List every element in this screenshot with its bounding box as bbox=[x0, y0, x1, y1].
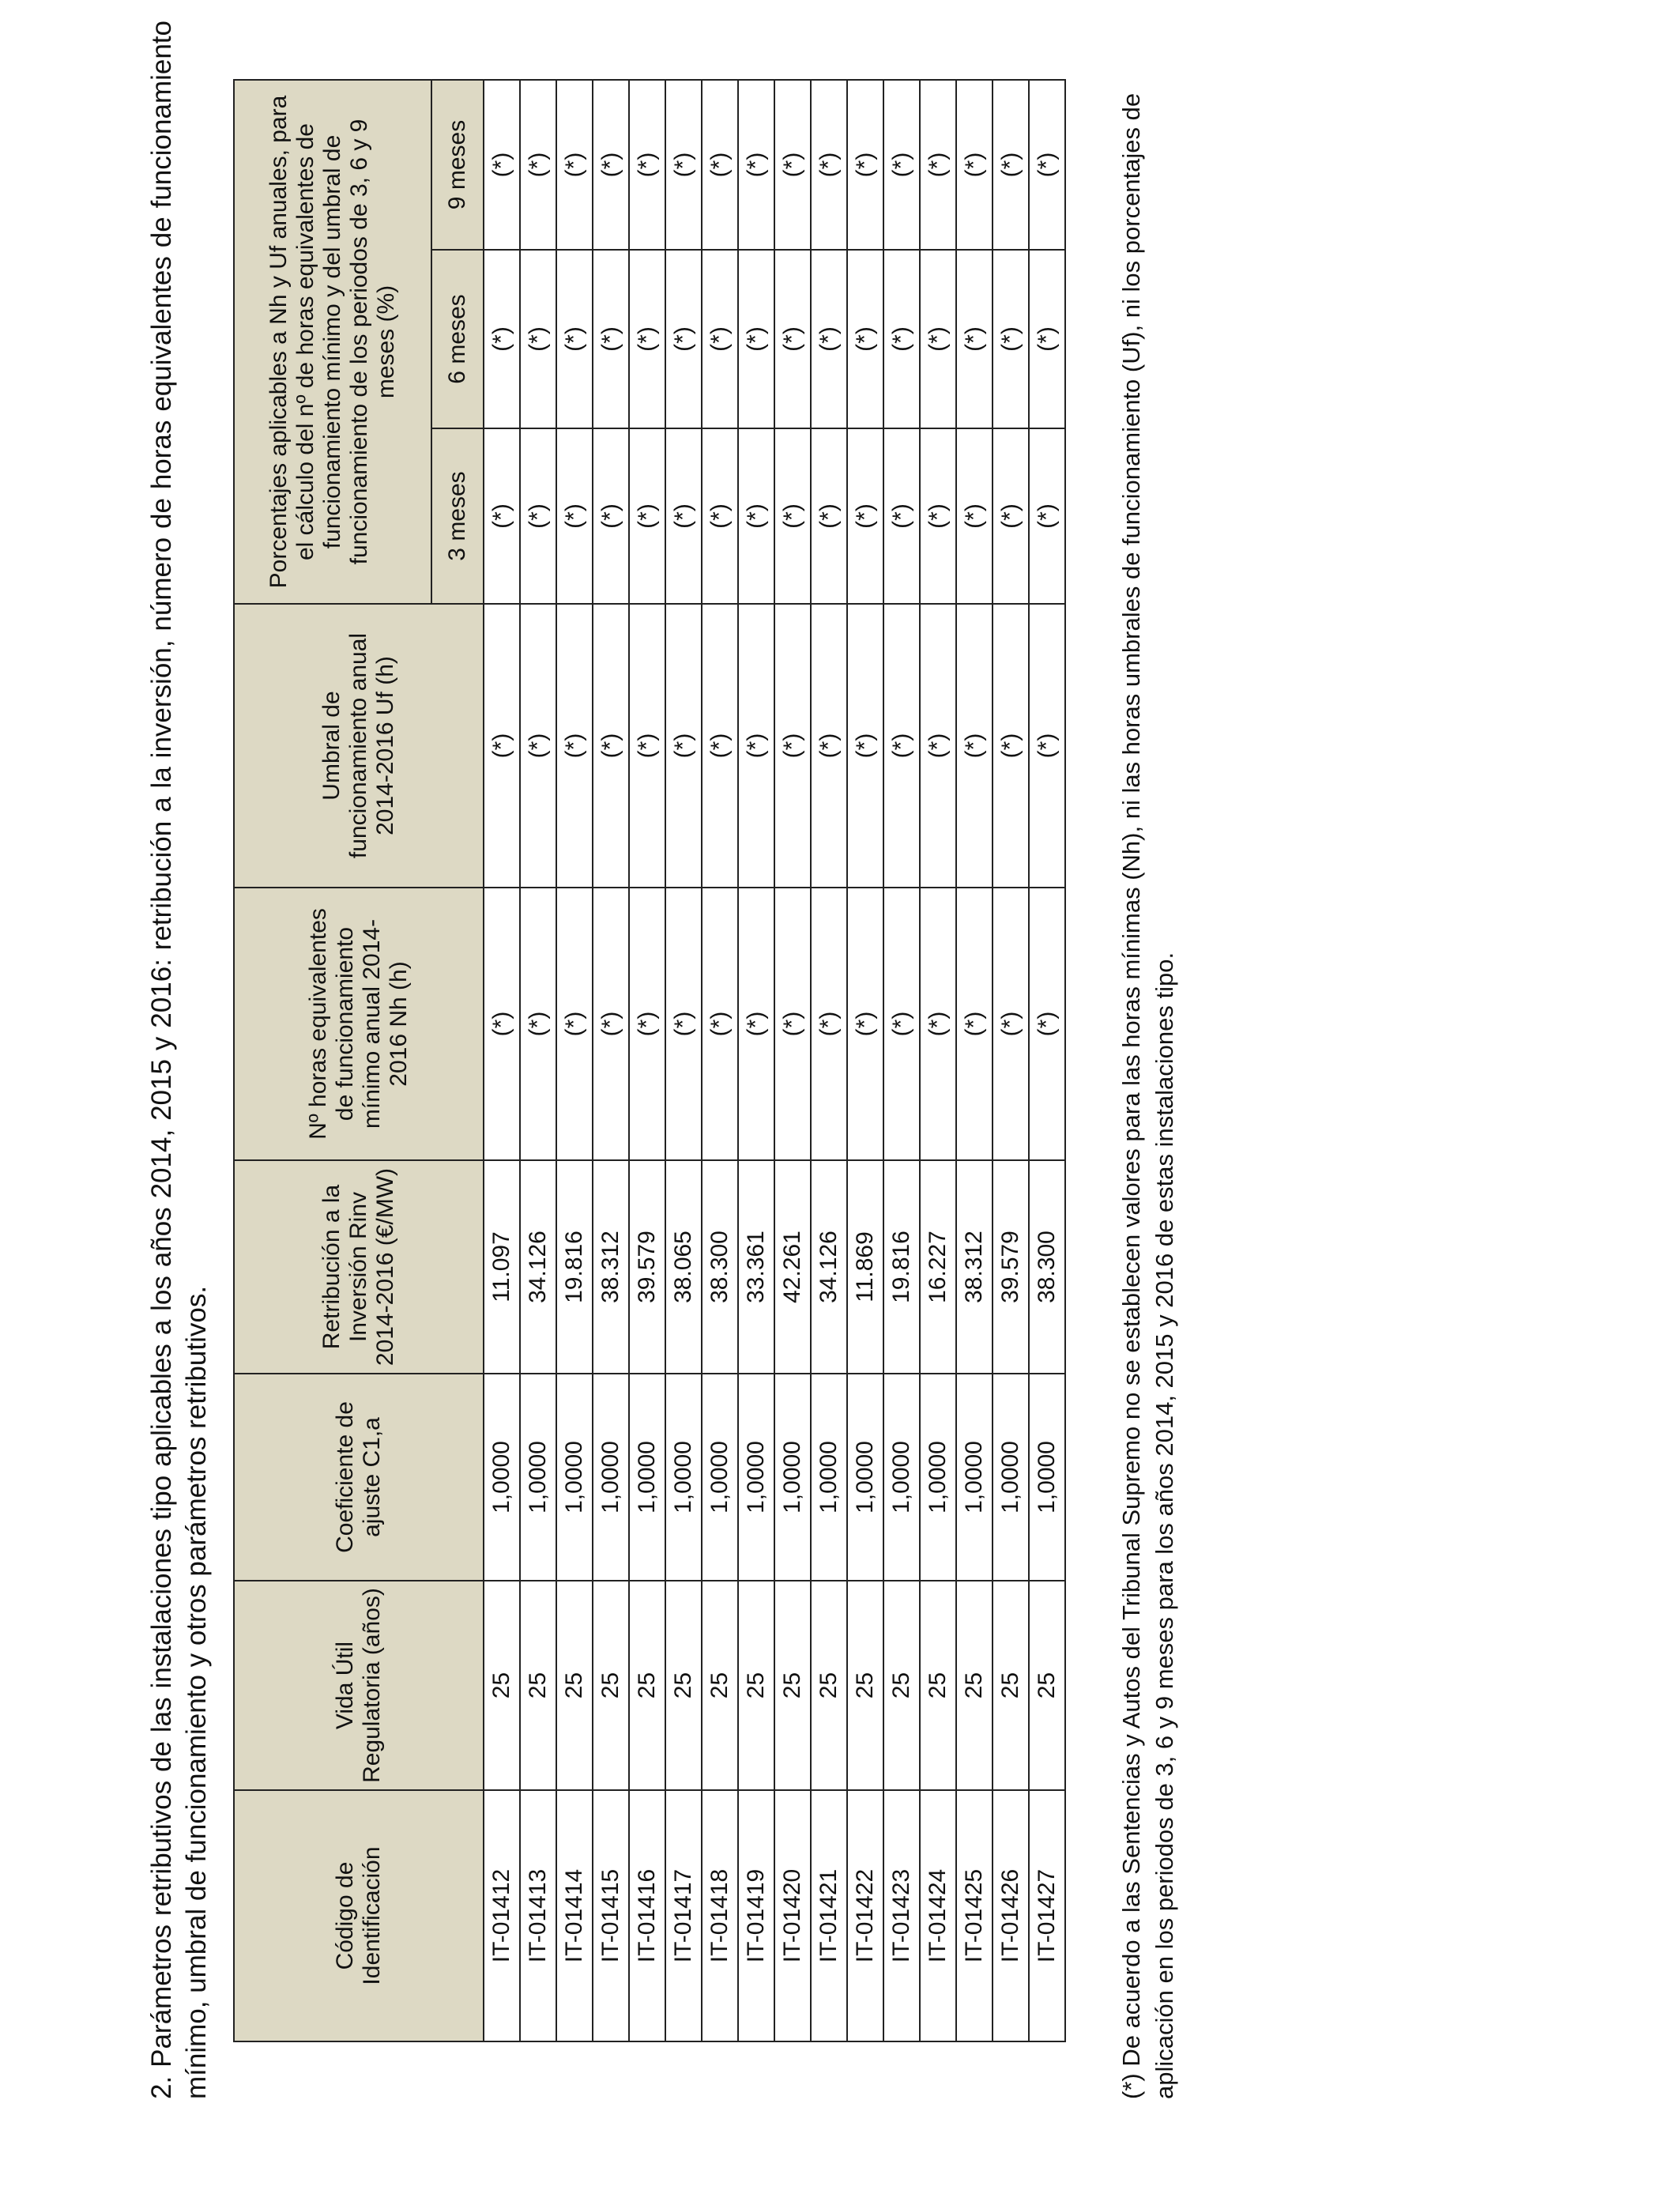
retribucion-cell: 34.126 bbox=[520, 1160, 556, 1374]
table-row bbox=[702, 80, 738, 2041]
retribucion-cell: 38.312 bbox=[956, 1160, 993, 1374]
pct-3-meses-cell: (*) bbox=[774, 428, 811, 604]
pct-9-meses-cell: (*) bbox=[811, 80, 847, 250]
pct-9-meses-cell: (*) bbox=[702, 80, 738, 250]
coeficiente-cell: 1,0000 bbox=[956, 1374, 993, 1581]
retribucion-cell: 11.869 bbox=[847, 1160, 883, 1374]
pct-3-meses-cell: (*) bbox=[593, 428, 629, 604]
coeficiente-cell: 1,0000 bbox=[774, 1374, 811, 1581]
header-retribucion: Retribución a la Inversión Rinv 2014-2016 (€/MW) bbox=[234, 1160, 484, 1374]
table-row bbox=[956, 80, 993, 2041]
table-row bbox=[520, 80, 556, 2041]
nh-cell: (*) bbox=[556, 888, 593, 1160]
header-coeficiente: Coeficiente de ajuste C1,a bbox=[234, 1374, 484, 1581]
retribucion-cell: 11.097 bbox=[484, 1160, 520, 1374]
nh-cell: (*) bbox=[629, 888, 665, 1160]
retribucion-cell: 38.300 bbox=[1029, 1160, 1065, 1374]
table-row bbox=[556, 80, 593, 2041]
header-vida-util: Vida Útil Regulatoria (años) bbox=[234, 1581, 484, 1790]
coeficiente-cell: 1,0000 bbox=[811, 1374, 847, 1581]
table-row bbox=[665, 80, 702, 2041]
pct-6-meses-cell: (*) bbox=[956, 250, 993, 428]
nh-cell: (*) bbox=[774, 888, 811, 1160]
uf-cell: (*) bbox=[520, 604, 556, 888]
pct-9-meses-cell: (*) bbox=[847, 80, 883, 250]
nh-cell: (*) bbox=[520, 888, 556, 1160]
codigo-cell: IT-01420 bbox=[774, 1790, 811, 2041]
coeficiente-cell: 1,0000 bbox=[702, 1374, 738, 1581]
coeficiente-cell: 1,0000 bbox=[665, 1374, 702, 1581]
nh-cell: (*) bbox=[811, 888, 847, 1160]
vida-cell: 25 bbox=[920, 1581, 956, 1790]
header-9-meses: 9 meses bbox=[431, 80, 484, 250]
pct-3-meses-cell: (*) bbox=[1029, 428, 1065, 604]
table-row bbox=[593, 80, 629, 2041]
pct-6-meses-cell: (*) bbox=[593, 250, 629, 428]
uf-cell: (*) bbox=[556, 604, 593, 888]
vida-cell: 25 bbox=[883, 1581, 920, 1790]
vida-cell: 25 bbox=[593, 1581, 629, 1790]
pct-3-meses-cell: (*) bbox=[702, 428, 738, 604]
coeficiente-cell: 1,0000 bbox=[629, 1374, 665, 1581]
pct-9-meses-cell: (*) bbox=[774, 80, 811, 250]
nh-cell: (*) bbox=[883, 888, 920, 1160]
retribucion-cell: 16.227 bbox=[920, 1160, 956, 1374]
header-codigo: Código de Identificación bbox=[234, 1790, 484, 2041]
uf-cell: (*) bbox=[484, 604, 520, 888]
nh-cell: (*) bbox=[993, 888, 1029, 1160]
nh-cell: (*) bbox=[847, 888, 883, 1160]
nh-cell: (*) bbox=[956, 888, 993, 1160]
table-row bbox=[774, 80, 811, 2041]
codigo-cell: IT-01414 bbox=[556, 1790, 593, 2041]
pct-3-meses-cell: (*) bbox=[556, 428, 593, 604]
pct-3-meses-cell: (*) bbox=[811, 428, 847, 604]
vida-cell: 25 bbox=[956, 1581, 993, 1790]
pct-3-meses-cell: (*) bbox=[484, 428, 520, 604]
vida-cell: 25 bbox=[484, 1581, 520, 1790]
retribucion-cell: 38.300 bbox=[702, 1160, 738, 1374]
coeficiente-cell: 1,0000 bbox=[593, 1374, 629, 1581]
pct-6-meses-cell: (*) bbox=[1029, 250, 1065, 428]
nh-cell: (*) bbox=[665, 888, 702, 1160]
pct-3-meses-cell: (*) bbox=[847, 428, 883, 604]
header-horas-nh: Nº horas equivalentes de funcionamiento mínimo anual 2014-2016 Nh (h) bbox=[234, 888, 484, 1160]
pct-9-meses-cell: (*) bbox=[738, 80, 774, 250]
pct-3-meses-cell: (*) bbox=[920, 428, 956, 604]
uf-cell: (*) bbox=[847, 604, 883, 888]
table-header bbox=[234, 80, 484, 2041]
codigo-cell: IT-01415 bbox=[593, 1790, 629, 2041]
retribucion-cell: 42.261 bbox=[774, 1160, 811, 1374]
pct-9-meses-cell: (*) bbox=[1029, 80, 1065, 250]
uf-cell: (*) bbox=[993, 604, 1029, 888]
vida-cell: 25 bbox=[665, 1581, 702, 1790]
coeficiente-cell: 1,0000 bbox=[484, 1374, 520, 1581]
coeficiente-cell: 1,0000 bbox=[1029, 1374, 1065, 1581]
uf-cell: (*) bbox=[811, 604, 847, 888]
retribucion-cell: 33.361 bbox=[738, 1160, 774, 1374]
uf-cell: (*) bbox=[1029, 604, 1065, 888]
vida-cell: 25 bbox=[811, 1581, 847, 1790]
pct-9-meses-cell: (*) bbox=[665, 80, 702, 250]
pct-3-meses-cell: (*) bbox=[629, 428, 665, 604]
retribucion-cell: 39.579 bbox=[993, 1160, 1029, 1374]
pct-9-meses-cell: (*) bbox=[484, 80, 520, 250]
uf-cell: (*) bbox=[883, 604, 920, 888]
pct-6-meses-cell: (*) bbox=[993, 250, 1029, 428]
pct-6-meses-cell: (*) bbox=[920, 250, 956, 428]
pct-6-meses-cell: (*) bbox=[811, 250, 847, 428]
pct-6-meses-cell: (*) bbox=[702, 250, 738, 428]
codigo-cell: IT-01422 bbox=[847, 1790, 883, 2041]
pct-9-meses-cell: (*) bbox=[520, 80, 556, 250]
coeficiente-cell: 1,0000 bbox=[520, 1374, 556, 1581]
retribucion-cell: 39.579 bbox=[629, 1160, 665, 1374]
vida-cell: 25 bbox=[629, 1581, 665, 1790]
pct-3-meses-cell: (*) bbox=[883, 428, 920, 604]
pct-3-meses-cell: (*) bbox=[520, 428, 556, 604]
header-porcentajes: Porcentajes aplicables a Nh y Uf anuales, para el cálculo del nº de horas equivalentes de funcionamiento mínimo y del umbral de funcionamiento de los periodos de 3, 6 y 9 meses (%) bbox=[234, 80, 431, 604]
nh-cell: (*) bbox=[484, 888, 520, 1160]
header-umbral-uf: Umbral de funcionamiento anual 2014-2016 Uf (h) bbox=[234, 604, 484, 888]
codigo-cell: IT-01413 bbox=[520, 1790, 556, 2041]
table-row bbox=[1029, 80, 1065, 2041]
table-body bbox=[484, 80, 1065, 2041]
retribucion-cell: 38.312 bbox=[593, 1160, 629, 1374]
vida-cell: 25 bbox=[847, 1581, 883, 1790]
table-row bbox=[811, 80, 847, 2041]
codigo-cell: IT-01424 bbox=[920, 1790, 956, 2041]
pct-6-meses-cell: (*) bbox=[665, 250, 702, 428]
codigo-cell: IT-01419 bbox=[738, 1790, 774, 2041]
table-row bbox=[484, 80, 520, 2041]
pct-6-meses-cell: (*) bbox=[556, 250, 593, 428]
uf-cell: (*) bbox=[702, 604, 738, 888]
coeficiente-cell: 1,0000 bbox=[993, 1374, 1029, 1581]
table-row bbox=[847, 80, 883, 2041]
uf-cell: (*) bbox=[593, 604, 629, 888]
pct-3-meses-cell: (*) bbox=[665, 428, 702, 604]
codigo-cell: IT-01417 bbox=[665, 1790, 702, 2041]
pct-9-meses-cell: (*) bbox=[629, 80, 665, 250]
codigo-cell: IT-01412 bbox=[484, 1790, 520, 2041]
coeficiente-cell: 1,0000 bbox=[738, 1374, 774, 1581]
pct-6-meses-cell: (*) bbox=[774, 250, 811, 428]
codigo-cell: IT-01426 bbox=[993, 1790, 1029, 2041]
nh-cell: (*) bbox=[1029, 888, 1065, 1160]
coeficiente-cell: 1,0000 bbox=[847, 1374, 883, 1581]
codigo-cell: IT-01421 bbox=[811, 1790, 847, 2041]
vida-cell: 25 bbox=[738, 1581, 774, 1790]
vida-cell: 25 bbox=[1029, 1581, 1065, 1790]
codigo-cell: IT-01427 bbox=[1029, 1790, 1065, 2041]
uf-cell: (*) bbox=[738, 604, 774, 888]
pct-3-meses-cell: (*) bbox=[956, 428, 993, 604]
pct-6-meses-cell: (*) bbox=[484, 250, 520, 428]
pct-9-meses-cell: (*) bbox=[593, 80, 629, 250]
nh-cell: (*) bbox=[738, 888, 774, 1160]
header-3-meses: 3 meses bbox=[431, 428, 484, 604]
pct-6-meses-cell: (*) bbox=[847, 250, 883, 428]
nh-cell: (*) bbox=[593, 888, 629, 1160]
vida-cell: 25 bbox=[520, 1581, 556, 1790]
codigo-cell: IT-01418 bbox=[702, 1790, 738, 2041]
coeficiente-cell: 1,0000 bbox=[920, 1374, 956, 1581]
pct-9-meses-cell: (*) bbox=[993, 80, 1029, 250]
coeficiente-cell: 1,0000 bbox=[556, 1374, 593, 1581]
codigo-cell: IT-01423 bbox=[883, 1790, 920, 2041]
codigo-cell: IT-01416 bbox=[629, 1790, 665, 2041]
pct-9-meses-cell: (*) bbox=[956, 80, 993, 250]
pct-6-meses-cell: (*) bbox=[520, 250, 556, 428]
uf-cell: (*) bbox=[956, 604, 993, 888]
retribucion-cell: 19.816 bbox=[556, 1160, 593, 1374]
nh-cell: (*) bbox=[702, 888, 738, 1160]
uf-cell: (*) bbox=[629, 604, 665, 888]
pct-9-meses-cell: (*) bbox=[883, 80, 920, 250]
table-row bbox=[920, 80, 956, 2041]
nh-cell: (*) bbox=[920, 888, 956, 1160]
pct-3-meses-cell: (*) bbox=[738, 428, 774, 604]
codigo-cell: IT-01425 bbox=[956, 1790, 993, 2041]
retribucion-cell: 38.065 bbox=[665, 1160, 702, 1374]
parameters-table bbox=[233, 79, 1066, 2042]
uf-cell: (*) bbox=[920, 604, 956, 888]
pct-9-meses-cell: (*) bbox=[920, 80, 956, 250]
table-row bbox=[883, 80, 920, 2041]
uf-cell: (*) bbox=[774, 604, 811, 888]
table-row bbox=[993, 80, 1029, 2041]
table-row bbox=[629, 80, 665, 2041]
pct-9-meses-cell: (*) bbox=[556, 80, 593, 250]
pct-6-meses-cell: (*) bbox=[738, 250, 774, 428]
pct-6-meses-cell: (*) bbox=[883, 250, 920, 428]
retribucion-cell: 34.126 bbox=[811, 1160, 847, 1374]
uf-cell: (*) bbox=[665, 604, 702, 888]
vida-cell: 25 bbox=[774, 1581, 811, 1790]
vida-cell: 25 bbox=[556, 1581, 593, 1790]
vida-cell: 25 bbox=[993, 1581, 1029, 1790]
pct-3-meses-cell: (*) bbox=[993, 428, 1029, 604]
table-row bbox=[738, 80, 774, 2041]
footnote: (*) De acuerdo a las Sentencias y Autos del Tribunal Supremo no se establecen valores para las horas mínimas (Nh), ni las horas umbrales de funcionamiento (Uf), ni los porcentajes de aplicación en los periodos de 3, 6 y 9 meses para los años 2014, 2015 y 2016 de estas instalaciones tipo. bbox=[1117, 92, 1178, 2099]
pct-6-meses-cell: (*) bbox=[629, 250, 665, 428]
header-6-meses: 6 meses bbox=[431, 250, 484, 428]
vida-cell: 25 bbox=[702, 1581, 738, 1790]
section-title: 2. Parámetros retributivos de las instalaciones tipo aplicables a los años 2014, 2015 y 2016: retribución a la inversión, número de horas equivalentes de funcionamiento mínimo, umbral de funcionamiento y otros parámetros retributivos. bbox=[146, 21, 212, 2099]
coeficiente-cell: 1,0000 bbox=[883, 1374, 920, 1581]
retribucion-cell: 19.816 bbox=[883, 1160, 920, 1374]
